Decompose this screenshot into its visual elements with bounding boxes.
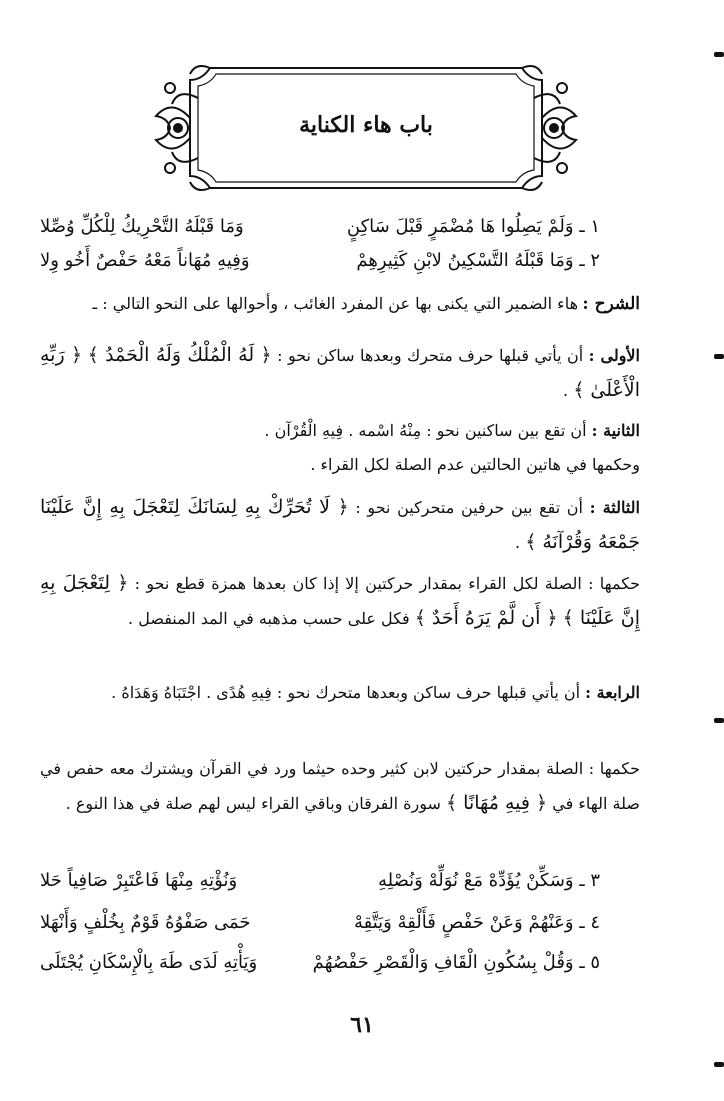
margin-mark bbox=[714, 354, 724, 359]
verse-first-half: ٣ ـ وَسَكِّنْ يُؤَدِّهْ مَعْ نُوَلِّهْ وَنُصْلِهِ bbox=[377, 870, 600, 891]
second-case-label: الثانية : bbox=[591, 421, 640, 440]
margin-mark bbox=[714, 1062, 724, 1067]
ruling-text: حكمها : الصلة بمقدار حركتين لابن كثير وحده حيثما ورد في القرآن ويشترك معه حفص في صلة الهاء في bbox=[40, 759, 640, 813]
first-case-paragraph bbox=[40, 338, 640, 408]
quran-quote: ﴿ فِيهِ مُهَانًا ﴾ bbox=[445, 792, 548, 814]
quran-quote: ﴿ لَهُ الْمُلْكُ وَلَهُ الْحَمْدُ ﴾ bbox=[87, 344, 272, 366]
quran-quote: ﴿ لِتَعْجَلَ بِهِ إِنَّ عَلَيْنَا ﴾ bbox=[40, 572, 640, 629]
second-case-text: أن تقع بين ساكنين نحو : مِنْهُ اسْمه . فِيهِ الْقُرْآن . bbox=[264, 421, 587, 440]
page-number: ٦١ bbox=[350, 1012, 374, 1038]
margin-mark bbox=[714, 52, 724, 57]
quran-quote: ﴿ لَا تُحَرِّكْ بِهِ لِسَانَكَ لِتَعْجَلَ بِهِ إِنَّ عَلَيْنَا جَمْعَهُ وَقُرْآنَهُ ﴾ bbox=[40, 496, 640, 553]
fourth-case-paragraph bbox=[40, 676, 640, 710]
verse-first-half: ٤ ـ وَعَنْهُمْ وَعَنْ حَفْصٍ فَأَلْقِهْ وَيَتَّقِهْ bbox=[353, 912, 600, 933]
fourth-case-text: أن يأتي قبلها حرف ساكن وبعدها متحرك نحو : فِيهِ هُدًى . اجْتَبَاهُ وَهَدَاهُ . bbox=[111, 683, 581, 702]
third-case-label: الثالثة : bbox=[589, 498, 641, 517]
verse-second-half: حَمَى صَفْوُهُ قَوْمٌ بِخُلْفٍ وَأَنْهَلا bbox=[40, 912, 251, 933]
full-stop: . bbox=[515, 533, 521, 552]
third-case-text: أن تقع بين حرفين متحركين نحو : bbox=[355, 498, 583, 517]
verse-first-half: ١ ـ وَلَمْ يَصِلُوا هَا مُضْمَرٍ قَبْلَ سَاكِنٍ bbox=[346, 216, 600, 237]
ruling-paragraph bbox=[40, 566, 640, 636]
verse-first-half: ٢ ـ وَمَا قَبْلَهُ التَّسْكِينُ لابْنِ كَثِيرِهِمْ bbox=[356, 250, 600, 271]
verse-line bbox=[40, 216, 600, 248]
verse-line bbox=[40, 870, 600, 902]
ruling-text: وحكمها في هاتين الحالتين عدم الصلة لكل القراء . bbox=[310, 455, 640, 474]
verse-line bbox=[40, 250, 600, 282]
title-frame bbox=[150, 58, 582, 198]
fourth-case-label: الرابعة : bbox=[585, 683, 640, 702]
ruling-paragraph bbox=[40, 448, 640, 482]
first-case-text: أن يأتي قبلها حرف متحرك وبعدها ساكن نحو : bbox=[277, 346, 584, 365]
quran-quote: ﴿ أَن لَّمْ يَرَهُ أَحَدٌ ﴾ bbox=[414, 607, 558, 629]
verse-first-half: ٥ ـ وَقُلْ بِسُكُونِ الْقَافِ وَالْقَصْرِ حَفْصُهُمْ bbox=[312, 952, 600, 973]
verse-second-half: وَنُؤْتِهِ مِنْهَا فَاعْتَبِرْ صَافِياً حَلا bbox=[40, 870, 238, 891]
ruling-text: حكمها : الصلة لكل القراء بمقدار حركتين إلا إذا كان بعدها همزة قطع نحو : bbox=[134, 574, 640, 593]
sharh-label: الشرح : bbox=[582, 294, 640, 314]
verse-second-half: وَمَا قَبْلَهُ التَّحْرِيكُ لِلْكُلِّ وُصِّلا bbox=[40, 216, 244, 237]
verse-line bbox=[40, 952, 600, 984]
ruling-paragraph bbox=[40, 752, 640, 821]
quran-quote: ﴿ رَبِّهِ الْأَعْلَىٰ ﴾ bbox=[40, 344, 640, 401]
margin-mark bbox=[714, 718, 724, 723]
verse-line bbox=[40, 912, 600, 944]
verse-second-half: وَيَأْتِهِ لَدَى طَهَ بِالْإِسْكَانِ يُجْتَلَى bbox=[40, 952, 258, 973]
ruling-text: فكل على حسب مذهبه في المد المنفصل . bbox=[128, 609, 410, 628]
second-case-paragraph bbox=[40, 414, 640, 448]
chapter-title: باب هاء الكناية bbox=[299, 112, 433, 138]
verse-second-half: وَفِيهِ مُهَاناً مَعْهُ حَفْصٌ أَخُو وِلا bbox=[40, 250, 250, 271]
ruling-text: سورة الفرقان وباقي القراء ليس لهم صلة في هذا النوع . bbox=[65, 794, 441, 813]
full-stop: . bbox=[563, 381, 569, 400]
sharh-text: هاء الضمير التي يكنى بها عن المفرد الغائب ، وأحوالها على النحو التالي : ـ bbox=[92, 294, 578, 313]
first-case-label: الأولى : bbox=[588, 346, 640, 365]
third-case-paragraph bbox=[40, 490, 640, 560]
